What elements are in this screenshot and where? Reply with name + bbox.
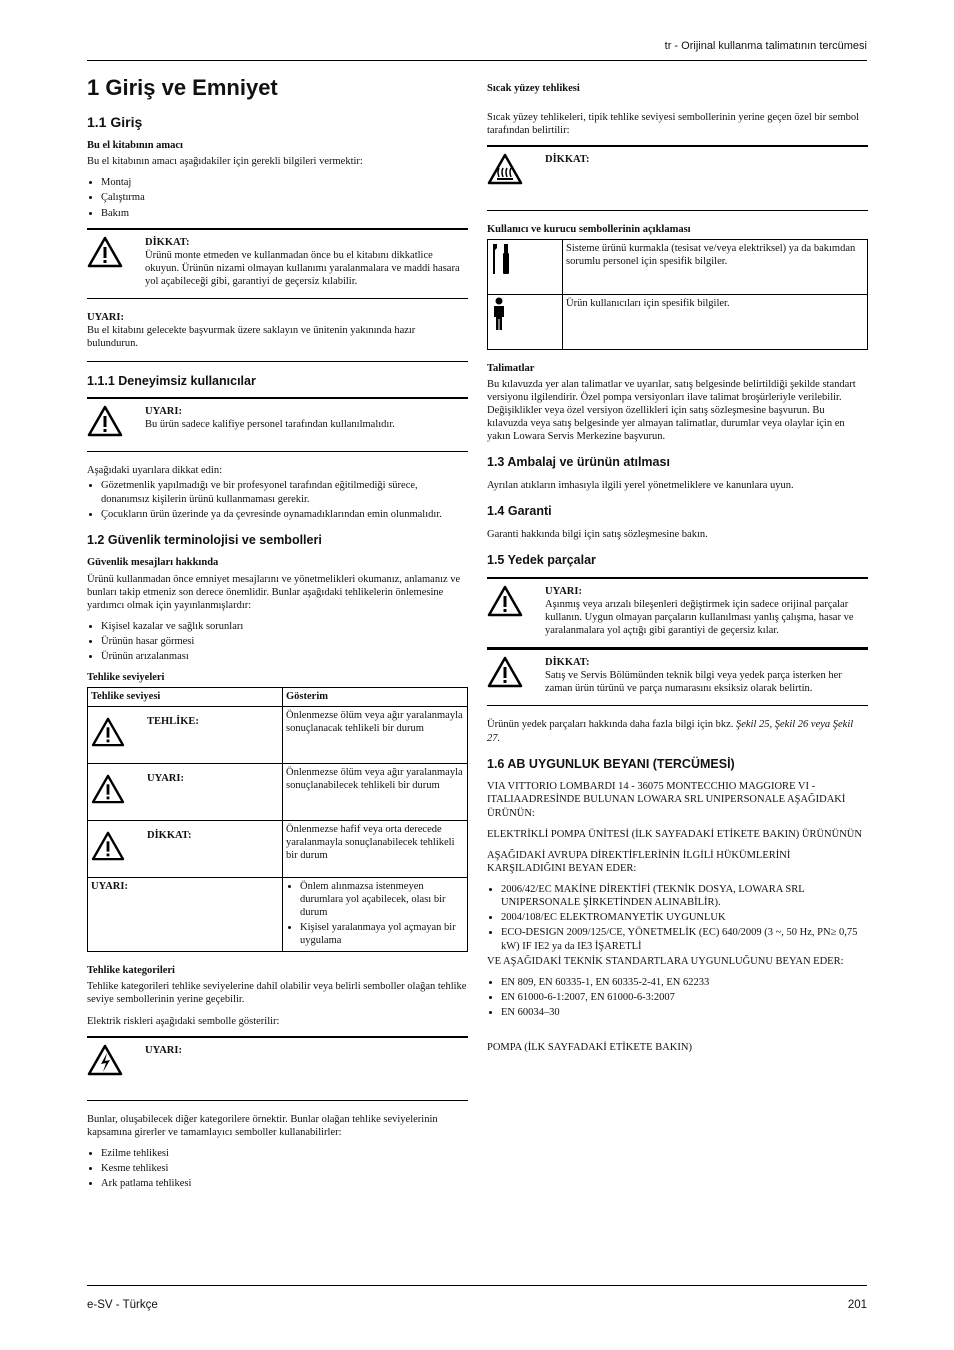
electric-text: Elektrik riskleri aşağıdaki sembolle gösterilir: bbox=[87, 1015, 280, 1027]
section-1-1-1-title: 1.1.1 Deneyimsiz kullanıcılar bbox=[87, 373, 256, 388]
notice-text: Ürünü monte etmeden ve kullanmadan önce bu el kitabını dikkatlice okuyun. Ürünün nizami olmayan kullanımı yaralanmalara ve maddi hasara yol açabileceği gibi, garantiyi de geçersiz kılabilir. bbox=[145, 249, 460, 287]
caution-notice bbox=[87, 228, 468, 300]
hazard-categories-title: Tehlike kategorileri bbox=[87, 965, 175, 977]
notice-text: Aşınmış veya arızalı bileşenleri değiştirmek için sadece orijinal parçalar kullanın. Uygun olmayan parçaların kullanılması yanlış çalışma, hasar ve yaralanmalara yol açtığı gibi garantiyi de geçersiz kılar. bbox=[545, 598, 854, 636]
notice-label: DİKKAT: bbox=[145, 236, 190, 248]
list-item: • Bakım bbox=[101, 207, 468, 220]
section-1-3-title: 1.3 Ambalaj ve ürünün atılması bbox=[487, 455, 670, 470]
footer-doc-name: e-SV - Türkçe bbox=[87, 1299, 158, 1311]
hot-surface-icon bbox=[487, 153, 545, 189]
page-header bbox=[87, 40, 867, 61]
level-name: UYARI: bbox=[88, 877, 283, 952]
table-row bbox=[88, 877, 468, 952]
warning-triangle-icon bbox=[487, 585, 545, 638]
list-item: • Ürünün arızalanması bbox=[101, 650, 468, 663]
spare-parts-caution bbox=[487, 648, 868, 706]
inexperienced-intro: Aşağıdaki uyarılara dikkat edin: bbox=[87, 465, 222, 477]
electric-warning-notice bbox=[87, 1036, 468, 1101]
warning-triangle-icon bbox=[487, 656, 545, 695]
section-1-4-title: 1.4 Garanti bbox=[487, 504, 552, 519]
level-desc: Önlenmezse ölüm veya ağır yaralanmayla sonuçlanabilecek tehlikeli bir durum bbox=[283, 763, 468, 820]
electrical-hazard-icon bbox=[87, 1044, 145, 1080]
chapter-title: 1 Giriş ve Emniyet bbox=[87, 75, 278, 100]
hot-surface-notice bbox=[487, 145, 868, 210]
page-footer bbox=[87, 1285, 867, 1312]
notice-label: DİKKAT: bbox=[545, 657, 590, 668]
list-item: • EN 61000-6-1:2007, EN 61000-6-3:2007 bbox=[501, 991, 868, 1004]
list-item: • Kişisel kazalar ve sağlık sorunları bbox=[101, 620, 468, 633]
level-name: TEHLİKE: bbox=[147, 715, 199, 727]
level-desc: Önlenmezse ölüm veya ağır yaralanmayla sonuçlanacak tehlikeli bir durum bbox=[283, 706, 468, 763]
declaration-p2: ELEKTRİKLİ POMPA ÜNİTESİ (İLK SAYFADAKİ ETİKETE BAKIN) ÜRÜNÜNÜN bbox=[487, 828, 862, 840]
list-item: • Gözetmenlik yapılmadığı ve bir profesyonel tarafından eğitilmediği sürece, donanımsız kişilerin ürünü kullanmaması gerekir. bbox=[101, 479, 468, 505]
purpose-title: Bu el kitabının amacı bbox=[87, 140, 183, 151]
table-row bbox=[488, 239, 868, 294]
notice-label: UYARI: bbox=[145, 406, 182, 418]
header-title: tr - Orijinal kullanma talimatının tercümesi bbox=[664, 40, 867, 52]
declaration-p4: VE AŞAĞIDAKİ TEKNİK STANDARTLARA UYGUNLUĞUNU BEYAN EDER: bbox=[487, 955, 844, 967]
warning-triangle-icon bbox=[87, 236, 145, 289]
purpose-list bbox=[87, 176, 468, 219]
spare-parts-warning bbox=[487, 577, 868, 649]
warning-triangle-icon bbox=[91, 823, 147, 865]
warranty-text: Garanti hakkında bilgi için satış sözleşmesine bakın. bbox=[487, 528, 708, 540]
safety-messages-title: Güvenlik mesajları hakkında bbox=[87, 557, 219, 569]
warning-triangle-icon bbox=[87, 405, 145, 441]
section-1-2-title: 1.2 Güvenlik terminolojisi ve sembolleri bbox=[87, 532, 322, 547]
list-item: • Önlem alınmazsa istenmeyen durumlara yol açabilecek, olası bir durum bbox=[300, 880, 464, 919]
declaration-p3: AŞAĞIDAKİ AVRUPA DİREKTİFLERİNİN İLGİLİ HÜKÜMLERİNİ KARŞILADIĞINI BEYAN EDER: bbox=[487, 849, 791, 874]
symbol-desc: Ürün kullanıcıları için spesifik bilgiler. bbox=[563, 294, 868, 349]
list-item: • Kişisel yaralanmaya yol açmayan bir uygulama bbox=[300, 921, 464, 947]
page-number: 201 bbox=[847, 1299, 867, 1311]
section-1-6-title: 1.6 AB UYGUNLUK BEYANI (TERCÜMESİ) bbox=[487, 756, 735, 771]
warning-label: UYARI: bbox=[87, 312, 124, 324]
symbols-title: Kullanıcı ve kurucu sembollerinin açıklaması bbox=[487, 223, 691, 235]
list-item: • Çocukların ürün üzerinde ya da çevresinde oynamadıklarından emin olunmalıdır. bbox=[101, 508, 468, 521]
declaration-p1: VIA VITTORIO LOMBARDI 14 - 36075 MONTECCHIO MAGGIORE VI - ITALIAADRESİNDE BULUNAN LOWARA SRL UNIPERSONALE AŞAĞIDAKİ ÜRÜNÜN: bbox=[487, 781, 846, 819]
instructions-text: Bu kılavuzda yer alan talimatlar ve uyarılar, satış belgesinde belirtildiği şekilde standart versiyonu ilgilendirir. Özel pompa versiyonları ilave talimat broşürleriyle verilebilir. Değişiklikler veya özel versiyon özellikleri için satış sözleşmesine başvurun. Bu kılavuzda veya satış belgesinde yer almayan talimatlar, durumlar veya olaylar için en yakın Lowara Servis Merkezine başvurun. bbox=[487, 378, 856, 443]
level-name: DİKKAT: bbox=[147, 829, 192, 841]
right-column bbox=[487, 76, 868, 1062]
directives-list bbox=[487, 883, 868, 953]
list-item: • Ezilme tehlikesi bbox=[101, 1147, 468, 1160]
warning-triangle-icon bbox=[91, 766, 147, 808]
table-row bbox=[88, 763, 468, 820]
notice-text: Bu ürün sadece kalifiye personel tarafından kullanılmalıdır. bbox=[145, 419, 395, 431]
warning-notice bbox=[87, 397, 468, 452]
disposal-text: Ayrılan atıkların imhasıyla ilgili yerel yönetmeliklere ve kanunlara uyun. bbox=[487, 480, 794, 491]
table-row bbox=[488, 294, 868, 349]
other-categories-text: Bunlar, oluşabilecek diğer kategorilere örnektir. Bunlar olağan tehlike seviyelerinin kapsamına girerler ve tamamlayıcı semboller kullanabilirler: bbox=[87, 1113, 438, 1138]
level-name: UYARI: bbox=[147, 772, 184, 784]
tools-icon bbox=[488, 239, 563, 294]
spare-parts-text: Ürünün yedek parçaları hakkında daha fazla bilgi için bkz. Şekil 25, Şekil 26 veya Şekil 27. bbox=[487, 719, 854, 744]
left-column bbox=[87, 68, 468, 1198]
level-desc: Önlenmezse hafif veya orta derecede yaralanmayla sonuçlanabilecek tehlikeli bir durum bbox=[283, 820, 468, 877]
other-categories-list bbox=[87, 1147, 468, 1190]
symbols-table bbox=[487, 239, 868, 350]
list-item: • EN 809, EN 60335-1, EN 60335-2-41, EN 62233 bbox=[501, 976, 868, 989]
list-item: • Ürünün hasar görmesi bbox=[101, 635, 468, 648]
safety-list bbox=[87, 620, 468, 663]
table-row bbox=[88, 706, 468, 763]
instructions-title: Talimatlar bbox=[487, 362, 535, 374]
hazard-categories-text: Tehlike kategorileri tehlike seviyelerine dahil olabilir veya belirli semboller olağan tehlike seviye sembollerinin yerine geçebilir. bbox=[87, 981, 467, 1006]
hazard-levels-title: Tehlike seviyeleri bbox=[87, 672, 165, 684]
notice-label: UYARI: bbox=[145, 1044, 182, 1056]
notice-text: Satış ve Servis Bölümünden teknik bilgi veya yedek parça isterken her zaman ürün türünü ve parça numarasını eksiksiz olarak belirtin. bbox=[545, 670, 842, 695]
warning-text: Bu el kitabını gelecekte başvurmak üzere saklayın ve ünitenin yakınında hazır bulundurun. bbox=[87, 325, 416, 350]
list-item: • Montaj bbox=[101, 176, 468, 189]
declaration-p5: POMPA (İLK SAYFADAKİ ETİKETE BAKIN) bbox=[487, 1042, 692, 1054]
list-item: • 2006/42/EC MAKİNE DİREKTİFİ (TEKNİK DOSYA, LOWARA SRL UNIPERSONALE ŞİRKETİNDEN ALINABİLİR). bbox=[501, 883, 868, 909]
symbol-desc: Sisteme ürünü kurmakla (tesisat ve/veya elektriksel) ya da bakımdan sorumlu personel için spesifik bilgiler. bbox=[563, 239, 868, 294]
figure-references[interactable]: Şekil 25, Şekil 26 veya Şekil 27. bbox=[487, 719, 854, 744]
list-item: • 2004/108/EC ELEKTROMANYETİK UYGUNLUK bbox=[501, 911, 868, 924]
list-item: • Kesme tehlikesi bbox=[101, 1162, 468, 1175]
hot-surface-title: Sıcak yüzey tehlikesi bbox=[487, 83, 580, 94]
table-header: Gösterim bbox=[283, 688, 468, 706]
inexperienced-list bbox=[87, 479, 468, 520]
list-item: • ECO-DESIGN 2009/125/CE, YÖNETMELİK (EC) 640/2009 (3 ~, 50 Hz, PN≥ 0,75 kW) IF IE2 ya da IE3 İŞARETLİ bbox=[501, 926, 868, 952]
list-item: • EN 60034–30 bbox=[501, 1006, 868, 1019]
hazard-levels-table bbox=[87, 687, 468, 952]
user-person-icon bbox=[488, 294, 563, 349]
safety-messages-text: Ürünü kullanmadan önce emniyet mesajlarını ve yönetmelikleri okumanız, anlamanız ve bunları takip etmeniz son derece önemlidir. Bunlar aşağıdaki tehlikelerin önlemesine yardımcı olmak için yayınlanmışlardır: bbox=[87, 573, 461, 611]
hot-surface-text: Sıcak yüzey tehlikeleri, tipik tehlike seviyesi sembollerinin yerine geçen özel bir sembol tarafından belirtilir: bbox=[487, 112, 860, 137]
standards-list bbox=[487, 976, 868, 1019]
list-item: • Çalıştırma bbox=[101, 191, 468, 204]
notice-label: DİKKAT: bbox=[545, 154, 590, 166]
section-1-5-title: 1.5 Yedek parçalar bbox=[487, 552, 596, 567]
section-1-1-title: 1.1 Giriş bbox=[87, 113, 143, 130]
table-row bbox=[88, 820, 468, 877]
purpose-text: Bu el kitabının amacı aşağıdakiler için gerekli bilgileri vermektir: bbox=[87, 156, 363, 168]
table-header: Tehlike seviyesi bbox=[88, 688, 283, 706]
warning-triangle-icon bbox=[91, 709, 147, 751]
notice-label: UYARI: bbox=[545, 585, 582, 597]
list-item: • Ark patlama tehlikesi bbox=[101, 1177, 468, 1190]
warning-block bbox=[87, 311, 468, 361]
